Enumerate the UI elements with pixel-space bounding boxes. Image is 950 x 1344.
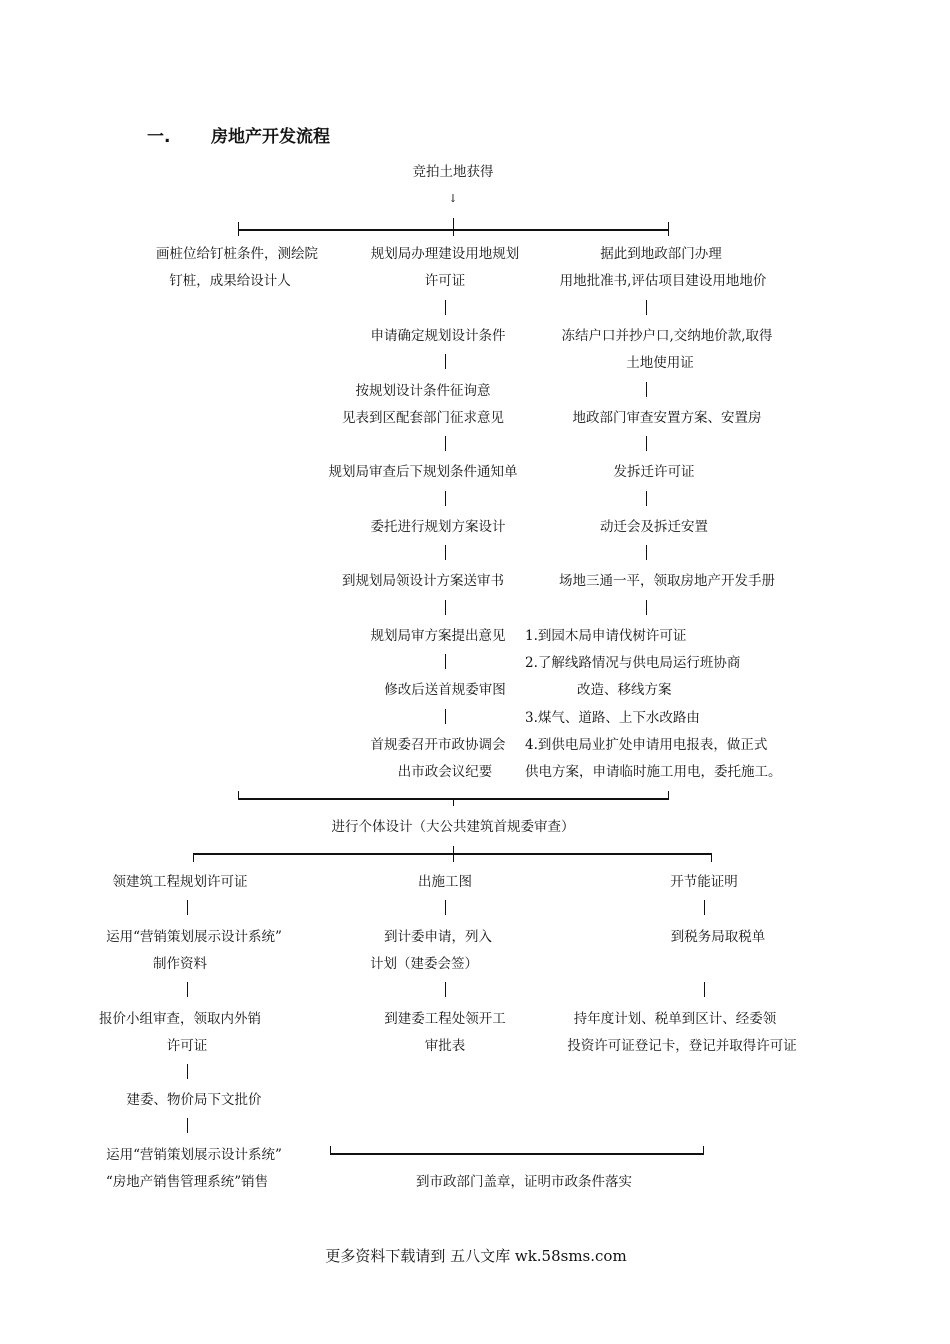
branch-c-step: 到税务局取税单 <box>670 929 766 945</box>
mid-step-text: 修改后送首规委审图 <box>384 682 506 698</box>
municipal-step: 到市政部门盖章，证明市政条件落实 <box>416 1174 632 1190</box>
right-step-text: 场地三通一平，领取房地产开发手册 <box>559 573 775 589</box>
connector <box>445 436 446 451</box>
connector <box>646 300 647 315</box>
right-step-text: 改造、移线方案 <box>577 682 672 698</box>
bracket-tick <box>238 222 239 236</box>
bracket-tick <box>668 222 669 236</box>
left-step-text: 钉桩，成果给设计人 <box>169 273 291 289</box>
mid-step-text: 出市政会议纪要 <box>397 764 493 780</box>
connector <box>187 900 188 915</box>
branch-b-step: 计划（建委会签） <box>370 956 478 972</box>
right-step-text: 2.了解线路情况与供电局运行班协商 <box>525 655 741 671</box>
connector <box>445 709 446 724</box>
branch-b-step: 审批表 <box>424 1038 466 1054</box>
mid-step-text: 规划局办理建设用地规划 <box>370 246 520 262</box>
mid-step-text: 首规委召开市政协调会 <box>370 737 506 753</box>
mid-step-text: 规划局审查后下规划条件通知单 <box>328 464 518 480</box>
connector <box>704 982 705 997</box>
connector <box>646 600 647 615</box>
connector <box>646 545 647 560</box>
mid-step-text: 见表到区配套部门征求意见 <box>342 410 504 426</box>
footer-download-link[interactable]: 更多资料下载请到 五八文库 wk.58sms.com <box>325 1247 627 1265</box>
bracket-tick <box>668 791 669 799</box>
right-step-text: 1.到园木局申请伐树许可证 <box>525 628 687 644</box>
mid-step-text: 到规划局领设计方案送审书 <box>342 573 504 589</box>
connector <box>646 382 647 397</box>
connector <box>646 436 647 451</box>
bracket-tick <box>330 1146 331 1154</box>
bracket-tick <box>453 846 454 862</box>
connector <box>187 1118 188 1133</box>
heading-number: 一. <box>147 127 171 147</box>
bracket-tick <box>453 218 454 236</box>
branch-a-step: 制作资料 <box>153 956 207 972</box>
branch-a-step: 许可证 <box>166 1038 208 1054</box>
connector <box>445 982 446 997</box>
bracket-tick <box>238 791 239 799</box>
left-step-text: 画桩位给钉桩条件，测绘院 <box>156 246 318 262</box>
connector <box>704 900 705 915</box>
right-step-text: 土地使用证 <box>626 355 694 371</box>
branch-a-step: 报价小组审查，领取内外销 <box>99 1011 261 1027</box>
right-step-text: 动迁会及拆迁安置 <box>600 519 708 535</box>
start-step: 竞拍土地获得 <box>412 164 494 180</box>
right-step-text: 地政部门审查安置方案、安置房 <box>572 410 762 426</box>
bracket-tick <box>193 853 194 862</box>
bracket-tick <box>703 1146 704 1154</box>
right-step-text: 3.煤气、道路、上下水改路由 <box>525 710 700 726</box>
branch-a-step: 运用“营销策划展示设计系统” <box>106 1147 282 1163</box>
bottom-bracket-line <box>330 1153 704 1155</box>
connector <box>445 491 446 506</box>
bracket-tick <box>711 853 712 862</box>
connector <box>445 654 446 669</box>
right-step-text: 用地批准书,评估项目建设用地地价 <box>559 273 767 289</box>
connector <box>445 354 446 369</box>
mid-step-text: 申请确定规划设计条件 <box>370 328 506 344</box>
branch-b-step: 到计委申请，列入 <box>384 929 492 945</box>
branch-c-step: 持年度计划、税单到区计、经委领 <box>573 1011 777 1027</box>
right-step-text: 4.到供电局业扩处申请用电报表，做正式 <box>525 737 768 753</box>
connector <box>445 300 446 315</box>
branch-a-step: 领建筑工程规划许可证 <box>112 874 248 890</box>
connector <box>187 982 188 997</box>
mid-step-text: 委托进行规划方案设计 <box>370 519 506 535</box>
mid-step-text: 规划局审方案提出意见 <box>370 628 506 644</box>
individual-design-step: 进行个体设计（大公共建筑首规委审查） <box>331 819 575 835</box>
connector <box>646 491 647 506</box>
right-step-text: 供电方案，申请临时施工用电，委托施工。 <box>525 764 782 780</box>
branch-b-step: 出施工图 <box>418 874 472 890</box>
mid-step-text: 按规划设计条件征询意 <box>355 383 491 399</box>
mid-step-text: 许可证 <box>424 273 466 289</box>
right-step-text: 发拆迁许可证 <box>613 464 695 480</box>
branch-c-step: 开节能证明 <box>670 874 738 890</box>
connector <box>445 545 446 560</box>
bracket-tick <box>453 798 454 806</box>
page-title: 房地产开发流程 <box>211 127 330 147</box>
right-step-text: 冻结户口并抄户口,交纳地价款,取得 <box>561 328 773 344</box>
branch-b-step: 到建委工程处领开工 <box>384 1011 506 1027</box>
arrow-down-icon: ↓ <box>448 192 458 205</box>
branch-a-step: 建委、物价局下文批价 <box>126 1092 262 1108</box>
branch-a-step: 运用“营销策划展示设计系统” <box>106 929 282 945</box>
branch-c-step: 投资许可证登记卡，登记并取得许可证 <box>567 1038 797 1054</box>
connector <box>187 1064 188 1079</box>
right-step-text: 据此到地政部门办理 <box>600 246 722 262</box>
connector <box>445 600 446 615</box>
connector <box>445 900 446 915</box>
branch-a-step: “房地产销售管理系统”销售 <box>105 1174 269 1190</box>
